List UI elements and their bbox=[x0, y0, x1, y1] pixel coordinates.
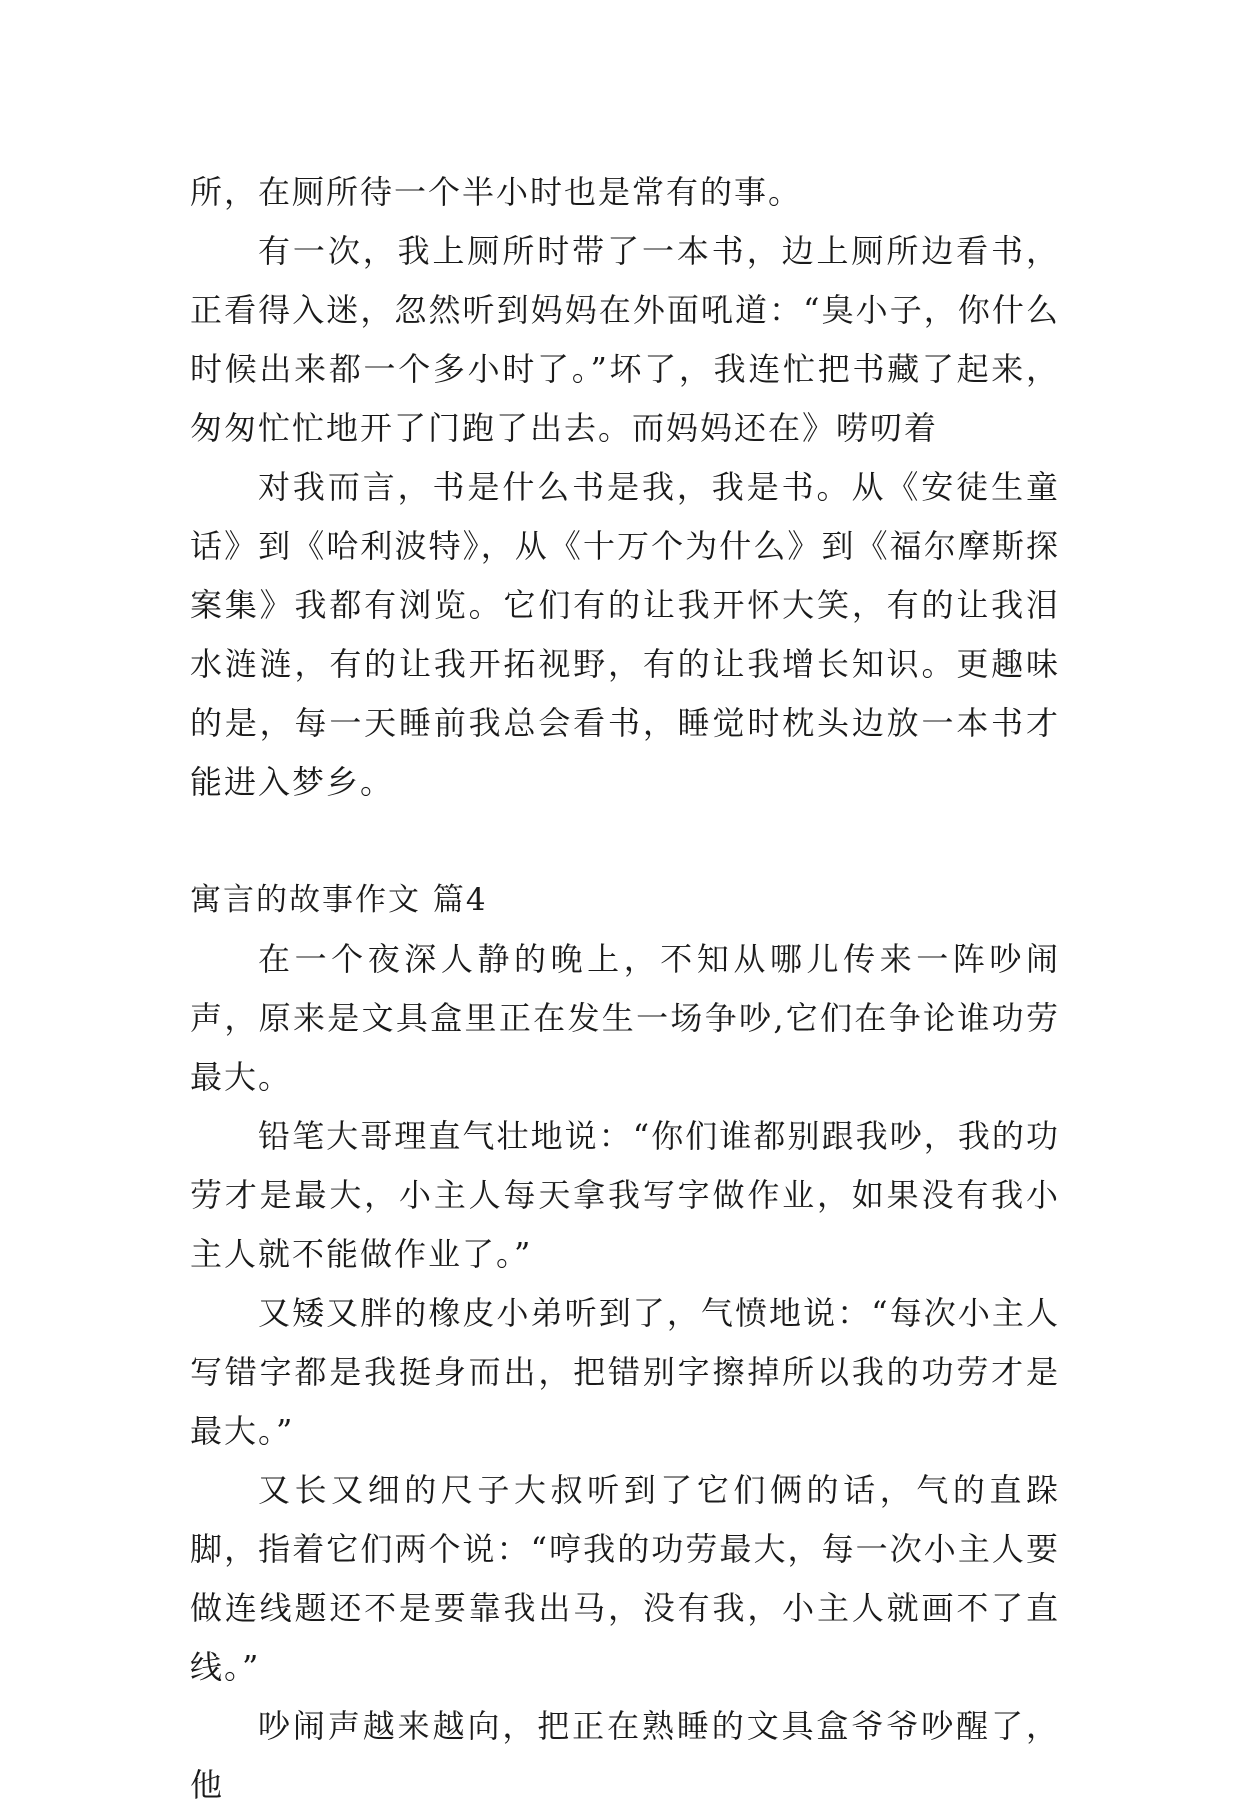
paragraph-pencil-case: 吵闹声越来越向，把正在熟睡的文具盒爷爷吵醒了，他 bbox=[190, 1707, 1060, 1804]
paragraph-continuation: 所，在厕所待一个半小时也是常有的事。 bbox=[190, 173, 803, 211]
paragraph-bathroom-reading: 有一次，我上厕所时带了一本书，边上厕所边看书，正看得入迷，忽然听到妈妈在外面吼道：“臭小子，你什么时候出来都一个多小时了。”坏了，我连忙把书藏了起来，匆匆忙忙地开了门跑了出去。而妈妈还在》唠叨着 bbox=[190, 232, 1060, 447]
document-body bbox=[190, 163, 1060, 1815]
paragraph-ruler: 又长又细的尺子大叔听到了它们俩的话，气的直跺脚，指着它们两个说：“哼我的功劳最大，每一次小主人要做连线题还不是要靠我出马，没有我，小主人就画不了直线。” bbox=[190, 1471, 1060, 1686]
paragraph-pencil: 铅笔大哥理直气壮地说：“你们谁都别跟我吵，我的功劳才是最大，小主人每天拿我写字做作业，如果没有我小主人就不能做作业了。” bbox=[190, 1117, 1060, 1273]
paragraph-eraser: 又矮又胖的橡皮小弟听到了，气愤地说：“每次小主人写错字都是我挺身而出，把错别字擦掉所以我的功劳才是最大。” bbox=[190, 1294, 1060, 1450]
section-heading: 寓言的故事作文 篇4 bbox=[190, 882, 488, 918]
paragraph-night-quarrel: 在一个夜深人静的晚上，不知从哪儿传来一阵吵闹声，原来是文具盒里正在发生一场争吵,它们在争论谁功劳最大。 bbox=[190, 940, 1060, 1096]
paragraph-books-and-me: 对我而言，书是什么书是我，我是书。从《安徒生童话》到《哈利波特》，从《十万个为什么》到《福尔摩斯探案集》我都有浏览。它们有的让我开怀大笑，有的让我泪水涟涟，有的让我开拓视野，有的让我增长知识。更趣味的是，每一天睡前我总会看书，睡觉时枕头边放一本书才能进入梦乡。 bbox=[190, 468, 1060, 801]
